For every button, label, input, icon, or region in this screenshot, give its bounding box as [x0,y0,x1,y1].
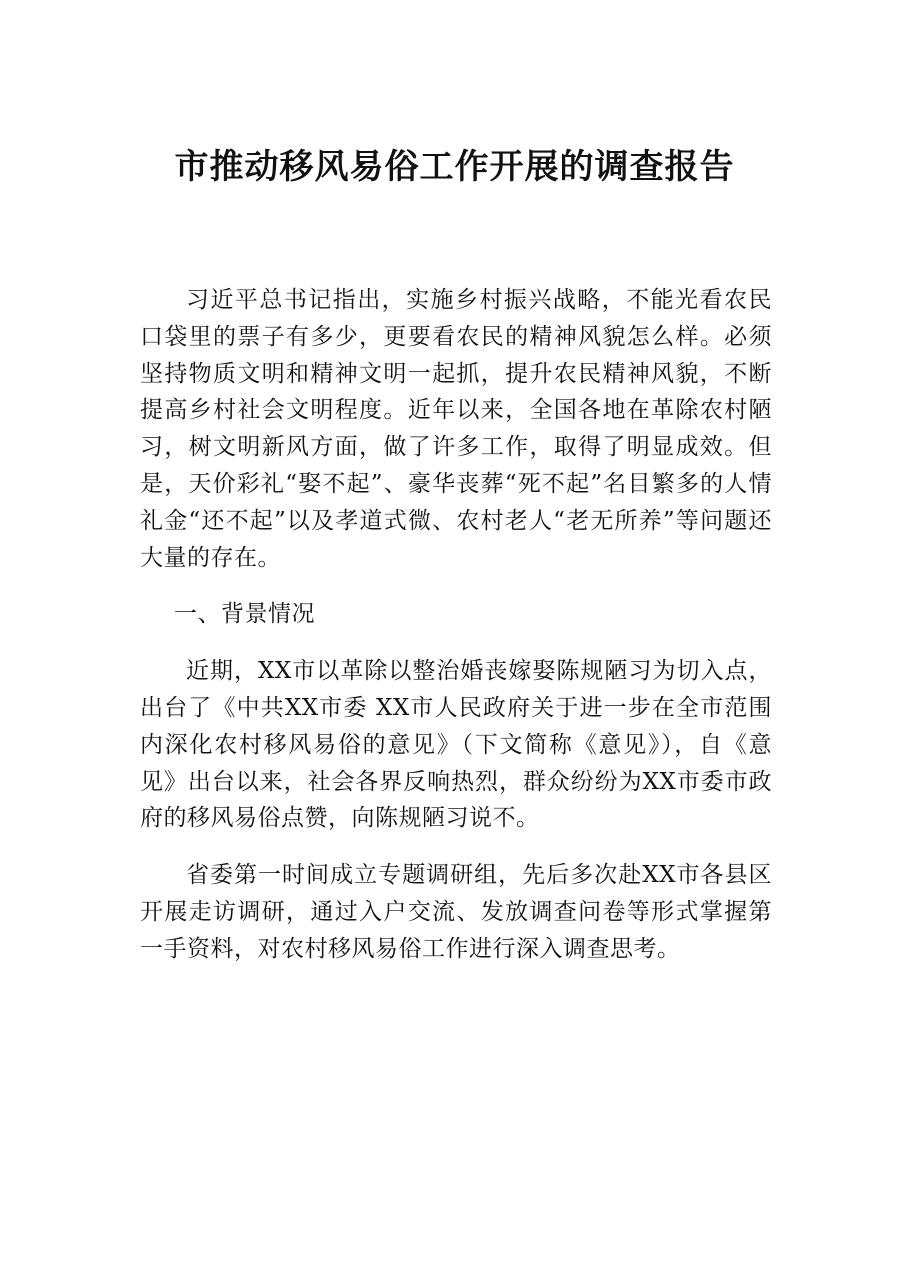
document-body [140,282,772,968]
document-title: 市推动移风易俗工作开展的调查报告 [174,147,735,187]
paragraph-investigation: 省委第一时间成立专题调研组，先后多次赴XX市各县区开展走访调研，通过入户交流、发放调查问卷等形式掌握第一手资料，对农村移风易俗工作进行深入调查思考。 [140,862,772,962]
paragraph-intro: 习近平总书记指出，实施乡村振兴战略，不能光看农民口袋里的票子有多少，更要看农民的精神风貌怎么样。必须坚持物质文明和精神文明一起抓，提升农民精神风貌，不断提高乡村社会文明程度。近年以来，全国各地在革除农村陋习，树文明新风方面，做了许多工作，取得了明显成效。但是，天价彩礼“娶不起”、豪华丧葬“死不起”名目繁多的人情礼金“还不起”以及孝道式微、农村老人“老无所养”等问题还大量的存在。 [140,287,772,571]
paragraph-background: 近期，XX市以革除以整治婚丧嫁娶陈规陋习为切入点，出台了《中共XX市委 XX市人民政府关于进一步在全市范围内深化农村移风易俗的意见》（下文简称《意见》），自《意见》出台以来，社会各界反响热烈，群众纷纷为XX市委市政府的移风易俗点赞，向陈规陋习说不。 [140,658,772,832]
section-heading-background: 一、背景情况 [174,601,315,628]
